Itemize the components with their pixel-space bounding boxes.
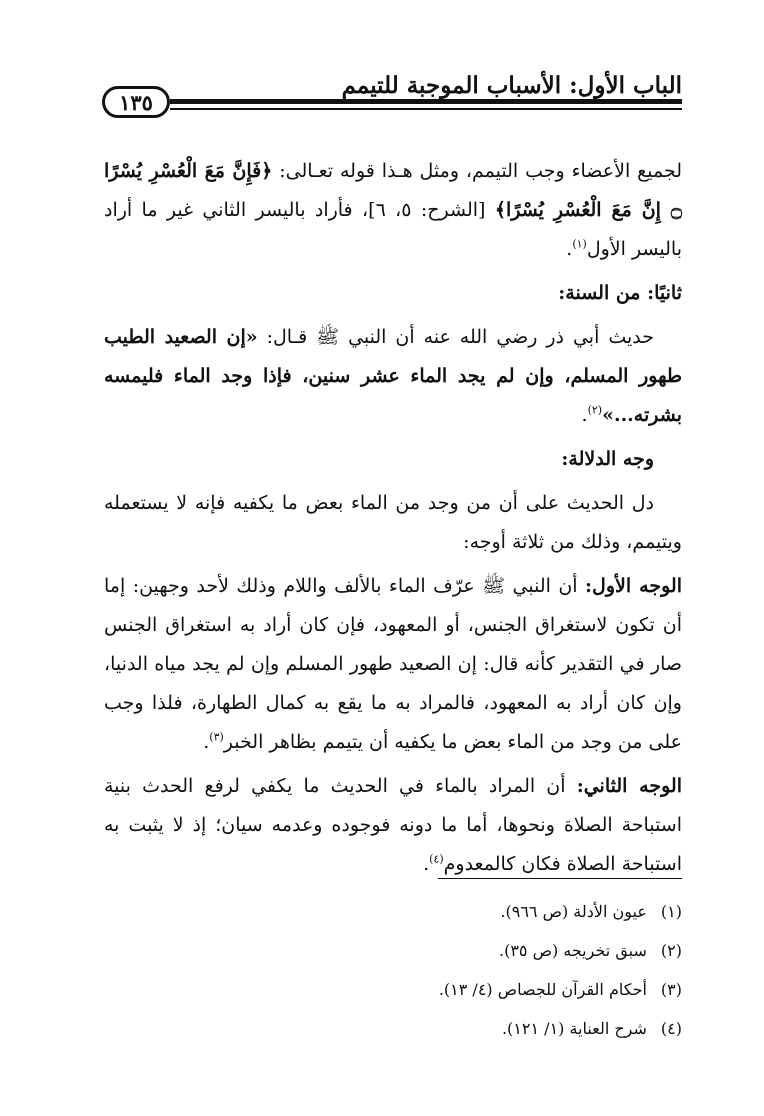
- aspect-heading: الوجه الأول:: [585, 575, 682, 597]
- subheading-evidence: وجه الدلالة:: [561, 448, 654, 470]
- paragraph-text: أن المراد بالماء في الحديث ما يكفي لرفع الحدث بنية استباحة الصلاة ونحوها، أما ما دونه فوجوده وعدمه سيان؛ إذ لا يثبت به استباحة الصلاة فكان كالمعدوم: [104, 775, 682, 875]
- footnote-text: عيون الأدلة (ص ٩٦٦).: [500, 902, 647, 921]
- header-rule: [170, 99, 682, 104]
- footnote-item: [104, 941, 682, 961]
- footnotes: [104, 902, 682, 1058]
- chapter-title: الباب الأول: الأسباب الموجبة للتيمم: [341, 72, 682, 99]
- footnote-text: شرح العناية (١/ ١٢١).: [501, 1019, 647, 1038]
- footnote-item: [104, 1019, 682, 1039]
- footnote-number: (٤): [660, 1019, 682, 1038]
- footnote-text: سبق تخريجه (ص ٣٥).: [499, 941, 647, 960]
- hadith-quote: «إن الصعيد الطيب طهور المسلم، وإن لم يجد الماء عشر سنين، فإذا وجد الماء فليمسه بشرته...»: [104, 326, 682, 426]
- footnote-marker: (٣): [209, 730, 224, 744]
- footnote-text: أحكام القرآن للجصاص (٤/ ١٣).: [438, 980, 647, 999]
- header-rule-thin: [170, 108, 682, 110]
- paragraph-text: لجميع الأعضاء وجب التيمم، ومثل هـذا قوله تعـالى:: [272, 160, 683, 182]
- paragraph-evidence: دل الحديث على أن من وجد من الماء بعض ما يكفيه فإنه لا يستعمله ويتيمم، وذلك من ثلاثة أوجه:: [104, 492, 682, 553]
- paragraph-quran-verse: لجميع الأعضاء وجب التيمم، ومثل هـذا قوله تعـالى: ﴿فَإِنَّ مَعَ الْعُسْرِ يُسْرًا ۝ إِنَّ مَعَ الْعُسْرِ يُسْرًا﴾ [الشرح: ٥، ٦]، فأراد باليسر الثاني غير ما أراد باليسر الأول$^{(١)}$.: [104, 160, 683, 260]
- aspect-heading: الوجه الثاني:: [576, 775, 682, 797]
- page-number: ١٣٥: [119, 89, 153, 115]
- paragraph-second-aspect: الوجه الثاني: أن المراد بالماء في الحديث ما يكفي لرفع الحدث بنية استباحة الصلاة ونحوها، أما ما دونه فوجوده وعدمه سيان؛ إذ لا يثبت به استباحة الصلاة فكان كالمعدوم$^{(٤)}$.: [104, 775, 682, 875]
- quran-verse: ﴿فَإِنَّ مَعَ الْعُسْرِ يُسْرًا ۝ إِنَّ مَعَ الْعُسْرِ يُسْرًا﴾: [104, 160, 683, 221]
- page-number-badge: [102, 86, 170, 118]
- section-heading-sunnah: ثانيًا: من السنة:: [558, 282, 682, 304]
- main-text: [104, 152, 682, 889]
- paragraph-first-aspect: الوجه الأول: أن النبي ﷺ عرّف الماء بالألف واللام وذلك لأحد وجهين: إما أن تكون لاستغراق الجنس، أو المعهود، فإن كان أراد به استغراق الجنس صار في التقدير كأنه قال: إن الصعيد طهور المسلم وإن لم يجد مياه الدنيا، وإن كان أراد به المعهود، فالمراد به ما يقع به كمال الطهارة، فلذا وجب على من وجد من الماء بعض ما يكفيه أن يتيمم بظاهر الخبر$^{(٣)}$.: [104, 575, 682, 753]
- footnote-marker: (١): [572, 237, 587, 251]
- footnote-number: (١): [660, 902, 682, 921]
- paragraph-hadith: حديث أبي ذر رضي الله عنه أن النبي ﷺ قـال: «إن الصعيد الطيب طهور المسلم، وإن لم يجد الماء عشر سنين، فإذا وجد الماء فليمسه بشرته...»$^{(٢)}$.: [104, 326, 682, 426]
- footnote-number: (٢): [660, 941, 682, 960]
- footnote-separator: [438, 878, 682, 879]
- footnote-marker: (٤): [429, 852, 444, 866]
- verse-reference: [الشرح: ٥، ٦]، فأراد باليسر الثاني غير ما أراد باليسر الأول: [104, 199, 682, 260]
- paragraph-text: حديث أبي ذر رضي الله عنه أن النبي ﷺ قـال:: [257, 326, 654, 348]
- footnote-item: [104, 980, 682, 1000]
- paragraph-text: أن النبي ﷺ عرّف الماء بالألف واللام وذلك لأحد وجهين: إما أن تكون لاستغراق الجنس، أو المعهود، فإن كان أراد به استغراق الجنس صار في التقدير كأنه قال: إن الصعيد طهور المسلم وإن لم يجد مياه الدنيا، وإن كان أراد به المعهود، فالمراد به ما يقع به كمال الطهارة، فلذا وجب على من وجد من الماء بعض ما يكفيه أن يتيمم بظاهر الخبر: [104, 575, 682, 753]
- footnote-marker: (٢): [587, 403, 603, 417]
- footnote-number: (٣): [660, 980, 682, 999]
- footnote-item: [104, 902, 682, 922]
